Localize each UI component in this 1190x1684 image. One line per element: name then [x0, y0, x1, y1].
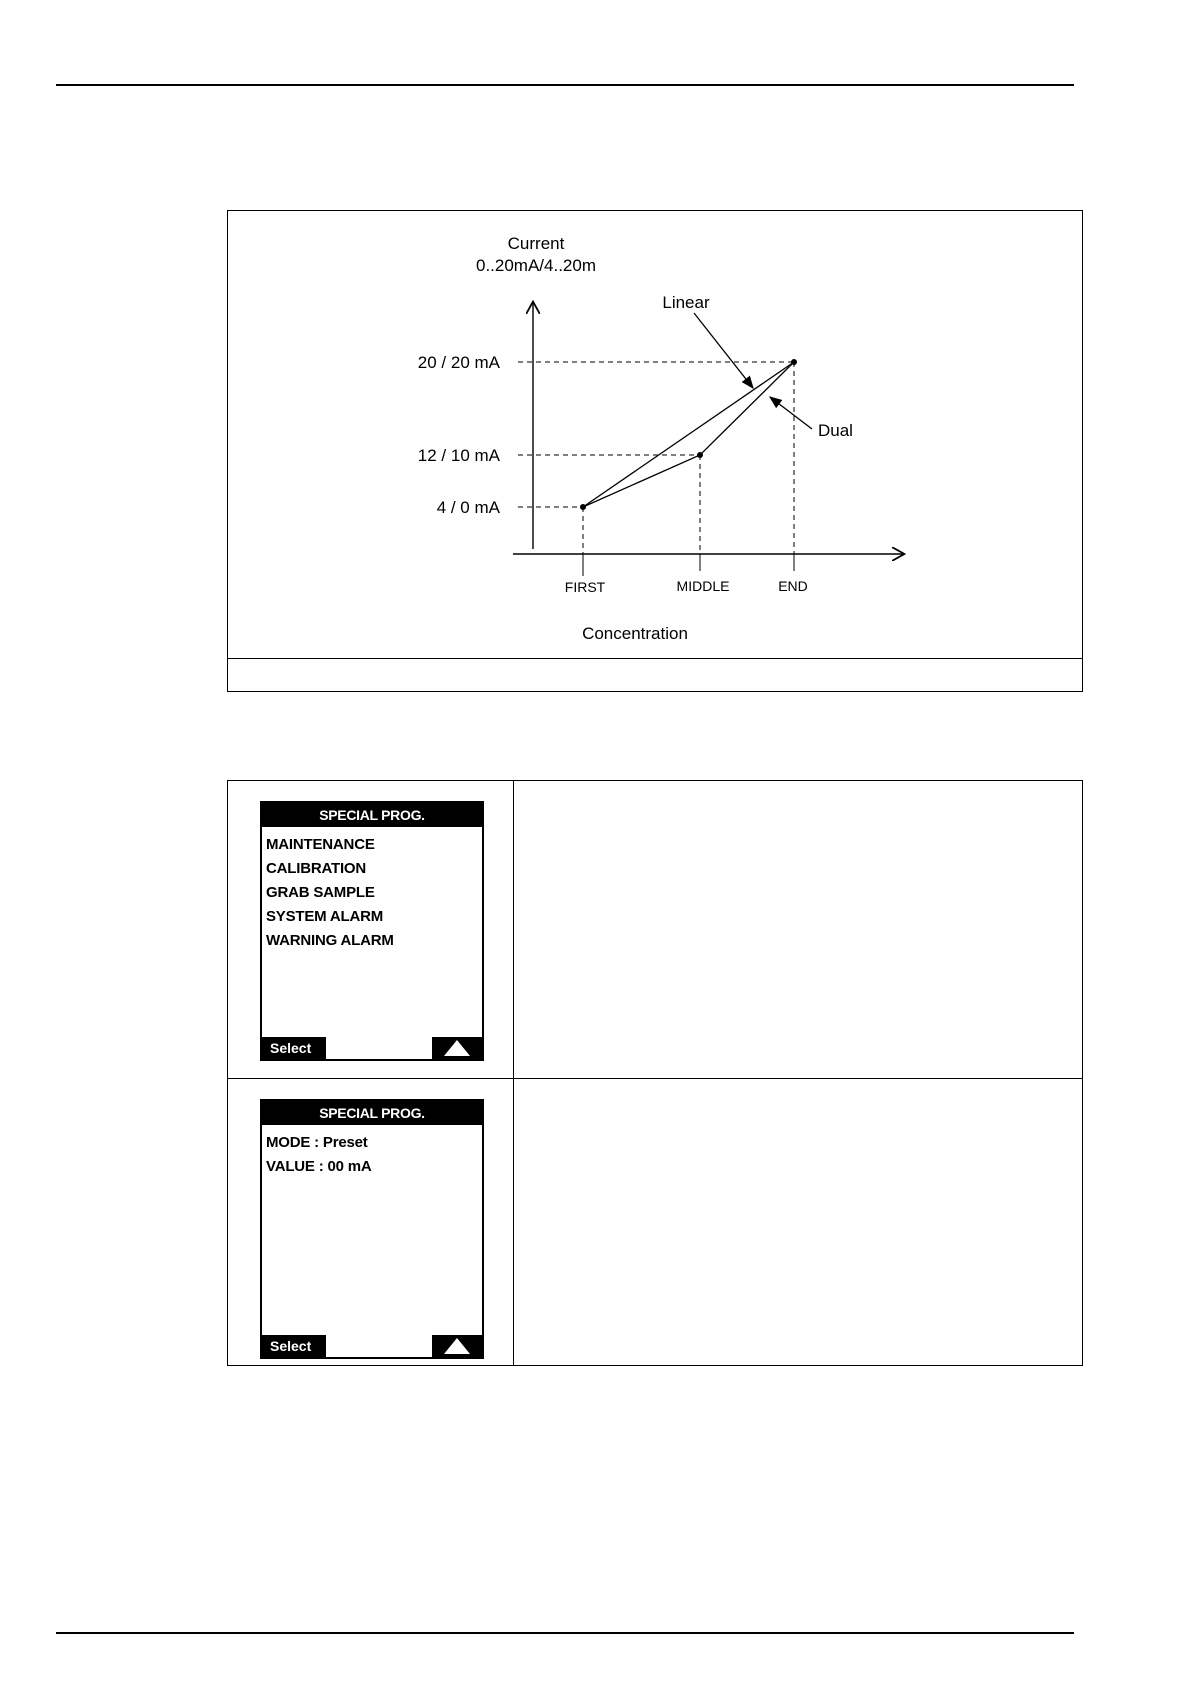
current-output-figure — [227, 210, 1083, 692]
header-rule — [56, 84, 1074, 86]
select-softkey[interactable]: Select — [262, 1037, 326, 1059]
description-cell — [514, 1079, 1082, 1365]
x-label-first: FIRST — [564, 579, 606, 595]
menu-item-system-alarm[interactable]: SYSTEM ALARM — [266, 908, 384, 925]
menu-item-warning-alarm[interactable]: WARNING ALARM — [266, 932, 394, 949]
current-output-diagram — [228, 211, 1084, 661]
menu-list — [266, 833, 482, 953]
menu-item-calibration[interactable]: CALIBRATION — [266, 860, 367, 877]
up-arrow-icon — [444, 1040, 470, 1056]
up-softkey[interactable] — [432, 1335, 482, 1357]
figure-caption-row — [228, 658, 1082, 691]
description-cell — [514, 781, 1082, 1078]
linear-line — [583, 362, 794, 507]
screen-cell — [228, 781, 514, 1078]
x-label-end: END — [778, 578, 808, 594]
footer-rule — [56, 1632, 1074, 1634]
menu-item-grab-sample[interactable]: GRAB SAMPLE — [266, 884, 375, 901]
screen-title: SPECIAL PROG. — [262, 803, 482, 827]
y-label-high: 20 / 20 mA — [417, 353, 500, 372]
point-end — [791, 359, 797, 365]
menu-item-mode[interactable]: MODE : Preset — [266, 1134, 368, 1151]
table-row — [228, 1079, 1082, 1365]
up-softkey[interactable] — [432, 1037, 482, 1059]
y-label-mid: 12 / 10 mA — [417, 446, 500, 465]
y-axis-title-line1: Current — [507, 234, 565, 253]
screen-title: SPECIAL PROG. — [262, 1101, 482, 1125]
menu-item-maintenance[interactable]: MAINTENANCE — [266, 836, 375, 853]
menu-item-value[interactable]: VALUE : 00 mA — [266, 1158, 372, 1175]
annotation-dual: Dual — [818, 421, 853, 440]
dual-pointer — [770, 397, 812, 429]
table-row — [228, 781, 1082, 1079]
up-arrow-icon — [444, 1338, 470, 1354]
device-screen-special-prog — [260, 801, 484, 1061]
select-softkey[interactable]: Select — [262, 1335, 326, 1357]
menu-screens-table — [227, 780, 1083, 1366]
y-axis-title-line2: 0..20mA/4..20m — [475, 256, 597, 275]
y-label-low: 4 / 0 mA — [436, 498, 500, 517]
point-middle — [697, 452, 703, 458]
point-first — [580, 504, 586, 510]
device-screen-preset — [260, 1099, 484, 1359]
x-axis-title: Concentration — [582, 624, 688, 643]
annotation-linear: Linear — [662, 293, 710, 312]
menu-list — [266, 1131, 482, 1179]
x-label-middle: MIDDLE — [676, 578, 730, 594]
screen-cell — [228, 1079, 514, 1365]
linear-pointer — [694, 313, 753, 388]
